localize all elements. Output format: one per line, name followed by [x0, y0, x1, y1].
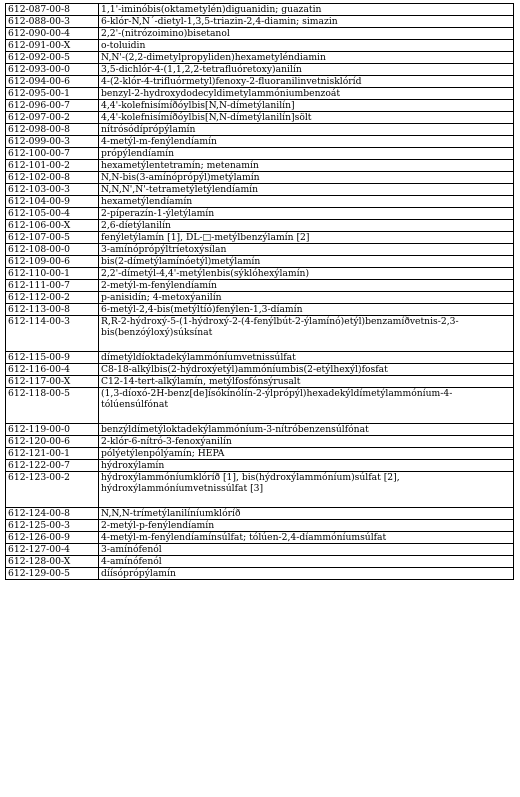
- index-number-cell: 612-112-00-2: [6, 292, 99, 304]
- index-number-cell: 612-106-00-X: [6, 220, 99, 232]
- substance-name-cell: dímetýldíoktadekýlammóníumvetnissúlfat: [99, 352, 514, 364]
- substance-name-cell: bis(2-dímetýlamínóetýl)metýlamín: [99, 256, 514, 268]
- table-row: [6, 172, 514, 184]
- index-number-cell: 612-104-00-9: [6, 196, 99, 208]
- index-number-cell: 612-091-00-X: [6, 40, 99, 52]
- substance-name-cell: N,N,N-trímetýlanilíníumklóríð: [99, 508, 514, 520]
- table-row: [6, 460, 514, 472]
- substance-name-cell: C8-18-alkýlbis(2-hýdroxýetýl)ammóníumbis(2-etýlhexýl)fosfat: [99, 364, 514, 376]
- table-row: [6, 304, 514, 316]
- index-number-cell: 612-118-00-5: [6, 388, 99, 424]
- table-row: [6, 64, 514, 76]
- index-number-cell: 612-125-00-3: [6, 520, 99, 532]
- substance-name-cell: 2,6-díetýlanilín: [99, 220, 514, 232]
- index-number-cell: 612-113-00-8: [6, 304, 99, 316]
- index-number-cell: 612-119-00-0: [6, 424, 99, 436]
- substance-name-cell: N,N,N',N'-tetrametýletýlendíamín: [99, 184, 514, 196]
- table-row: [6, 52, 514, 64]
- index-number-cell: 612-124-00-8: [6, 508, 99, 520]
- substance-name-cell: 2-metýl-p-fenýlendíamín: [99, 520, 514, 532]
- substance-name-cell: p-anisidín; 4-metoxýanilín: [99, 292, 514, 304]
- index-number-cell: 612-128-00-X: [6, 556, 99, 568]
- table-row: [6, 568, 514, 580]
- index-number-cell: 612-116-00-4: [6, 364, 99, 376]
- substance-name-cell: N,N-bis(3-amínóprópýl)metýlamín: [99, 172, 514, 184]
- table-row: [6, 520, 514, 532]
- index-number-cell: 612-105-00-4: [6, 208, 99, 220]
- table-row: [6, 508, 514, 520]
- table-row: [6, 532, 514, 544]
- substance-name-cell: N,N'-(2,2-dimetylpropyliden)hexametyléndiamin: [99, 52, 514, 64]
- table-row: [6, 352, 514, 364]
- substance-name-cell: hýdroxýlammóníumklóríð [1], bis(hýdroxýlammóníum)súlfat [2], hýdroxýlammóníumvetnissúlfat [3]: [99, 472, 514, 508]
- substance-name-cell: díísóprópýlamín: [99, 568, 514, 580]
- table-row: [6, 436, 514, 448]
- substance-name-cell: 2-metýl-m-fenýlendíamín: [99, 280, 514, 292]
- index-number-cell: 612-114-00-3: [6, 316, 99, 352]
- index-number-cell: 612-093-00-0: [6, 64, 99, 76]
- index-number-cell: 612-099-00-3: [6, 136, 99, 148]
- substance-name-cell: benzýldímetýloktadekýlammóníum-3-nítróbenzensúlfónat: [99, 424, 514, 436]
- substance-name-cell: 4-metýl-m-fenýlendíamínsúlfat; tólúen-2,4-díammóníumsúlfat: [99, 532, 514, 544]
- index-number-cell: 612-110-00-1: [6, 268, 99, 280]
- table-row: [6, 208, 514, 220]
- table-row: [6, 196, 514, 208]
- index-number-cell: 612-087-00-8: [6, 4, 99, 16]
- table-row: [6, 124, 514, 136]
- table-row: [6, 148, 514, 160]
- index-number-cell: 612-101-00-2: [6, 160, 99, 172]
- index-number-cell: 612-111-00-7: [6, 280, 99, 292]
- substance-name-cell: hexametýlentetramín; metenamín: [99, 160, 514, 172]
- table-row: [6, 88, 514, 100]
- table-row: [6, 40, 514, 52]
- index-number-cell: 612-094-00-6: [6, 76, 99, 88]
- index-number-cell: 612-100-00-7: [6, 148, 99, 160]
- substance-name-cell: 3-amínófenól: [99, 544, 514, 556]
- index-number-cell: 612-107-00-5: [6, 232, 99, 244]
- table-row: [6, 184, 514, 196]
- substance-name-cell: hýdroxýlamín: [99, 460, 514, 472]
- index-number-cell: 612-123-00-2: [6, 472, 99, 508]
- substance-table-container: [5, 3, 514, 580]
- substance-name-cell: o-toluidin: [99, 40, 514, 52]
- table-row: [6, 280, 514, 292]
- substance-name-cell: 6-klór-N,N´-dietyl-1,3,5-triazin-2,4-diamin; simazin: [99, 16, 514, 28]
- table-row: [6, 268, 514, 280]
- substance-name-cell: 4-amínófenól: [99, 556, 514, 568]
- substance-name-cell: 3-amínóprópýltríetoxýsílan: [99, 244, 514, 256]
- substance-name-cell: 4,4'-kolefnisímíðóylbis[N,N-dímetýlanilín]: [99, 100, 514, 112]
- index-number-cell: 612-098-00-8: [6, 124, 99, 136]
- index-number-cell: 612-120-00-6: [6, 436, 99, 448]
- table-row: [6, 472, 514, 508]
- substance-name-cell: 4-metýl-m-fenýlendíamín: [99, 136, 514, 148]
- table-row: [6, 220, 514, 232]
- substance-name-cell: 1,1'-iminóbis(oktametylén)diguanidin; guazatin: [99, 4, 514, 16]
- index-number-cell: 612-129-00-5: [6, 568, 99, 580]
- substance-name-cell: pólýetýlenpólýamín; HEPA: [99, 448, 514, 460]
- index-number-cell: 612-115-00-9: [6, 352, 99, 364]
- index-number-cell: 612-121-00-1: [6, 448, 99, 460]
- table-row: [6, 4, 514, 16]
- table-row: [6, 376, 514, 388]
- table-row: [6, 28, 514, 40]
- table-row: [6, 292, 514, 304]
- substance-name-cell: C12-14-tert-alkýlamín, metýlfosfónsýrusalt: [99, 376, 514, 388]
- table-row: [6, 556, 514, 568]
- table-row: [6, 316, 514, 352]
- index-number-cell: 612-122-00-7: [6, 460, 99, 472]
- substance-name-cell: 3,5-dichlór-4-(1,1,2,2-tetrafluóretoxy)anilín: [99, 64, 514, 76]
- substance-name-cell: 6-metýl-2,4-bis(metýltíó)fenýlen-1,3-díamín: [99, 304, 514, 316]
- index-number-cell: 612-126-00-9: [6, 532, 99, 544]
- table-row: [6, 16, 514, 28]
- index-number-cell: 612-097-00-2: [6, 112, 99, 124]
- index-number-cell: 612-090-00-4: [6, 28, 99, 40]
- index-number-cell: 612-117-00-X: [6, 376, 99, 388]
- substance-name-cell: nítrósódíprópýlamín: [99, 124, 514, 136]
- table-row: [6, 448, 514, 460]
- table-row: [6, 244, 514, 256]
- substance-table-body: [6, 4, 514, 580]
- index-number-cell: 612-092-00-5: [6, 52, 99, 64]
- index-number-cell: 612-127-00-4: [6, 544, 99, 556]
- substance-name-cell: 2,2'-(nitrózoimino)bisetanol: [99, 28, 514, 40]
- index-number-cell: 612-108-00-0: [6, 244, 99, 256]
- substance-name-cell: (1,3-díoxó-2H-benz[de]ísókínólín-2-ýlprópýl)hexadekýldímetýlammóníum-4-tólúensúlfónat: [99, 388, 514, 424]
- substance-name-cell: 4-(2-klór-4-trifluórmetyl)fenoxy-2-fluoranilinvetnisklóríd: [99, 76, 514, 88]
- index-number-cell: 612-109-00-6: [6, 256, 99, 268]
- table-row: [6, 112, 514, 124]
- index-number-cell: 612-102-00-8: [6, 172, 99, 184]
- table-row: [6, 424, 514, 436]
- substance-name-cell: 2-klór-6-nítró-3-fenoxýanilín: [99, 436, 514, 448]
- index-number-cell: 612-096-00-7: [6, 100, 99, 112]
- table-row: [6, 388, 514, 424]
- substance-name-cell: hexametýlendíamín: [99, 196, 514, 208]
- index-number-cell: 612-088-00-3: [6, 16, 99, 28]
- table-row: [6, 232, 514, 244]
- substance-name-cell: própýlendíamín: [99, 148, 514, 160]
- table-row: [6, 160, 514, 172]
- substance-table: [5, 3, 514, 580]
- table-row: [6, 100, 514, 112]
- index-number-cell: 612-095-00-1: [6, 88, 99, 100]
- substance-name-cell: 4,4'-kolefnisímíðóylbis[N,N-dímetýlanilín]sölt: [99, 112, 514, 124]
- substance-name-cell: 2-píperazín-1-ýletýlamín: [99, 208, 514, 220]
- substance-name-cell: fenýletýlamín [1], DL-□-metýlbenzýlamín [2]: [99, 232, 514, 244]
- substance-name-cell: benzyl-2-hydroxydodecyldimetylammóniumbenzoát: [99, 88, 514, 100]
- substance-name-cell: 2,2'-dímetýl-4,4'-metýlenbis(sýklóhexýlamín): [99, 268, 514, 280]
- table-row: [6, 544, 514, 556]
- table-row: [6, 136, 514, 148]
- table-row: [6, 76, 514, 88]
- substance-name-cell: R,R-2-hýdroxý-5-(1-hýdroxý-2-(4-fenýlbút-2-ýlamínó)etýl)benzamíðvetnis-2,3-bis(benzóýloxý)súksínat: [99, 316, 514, 352]
- table-row: [6, 364, 514, 376]
- index-number-cell: 612-103-00-3: [6, 184, 99, 196]
- table-row: [6, 256, 514, 268]
